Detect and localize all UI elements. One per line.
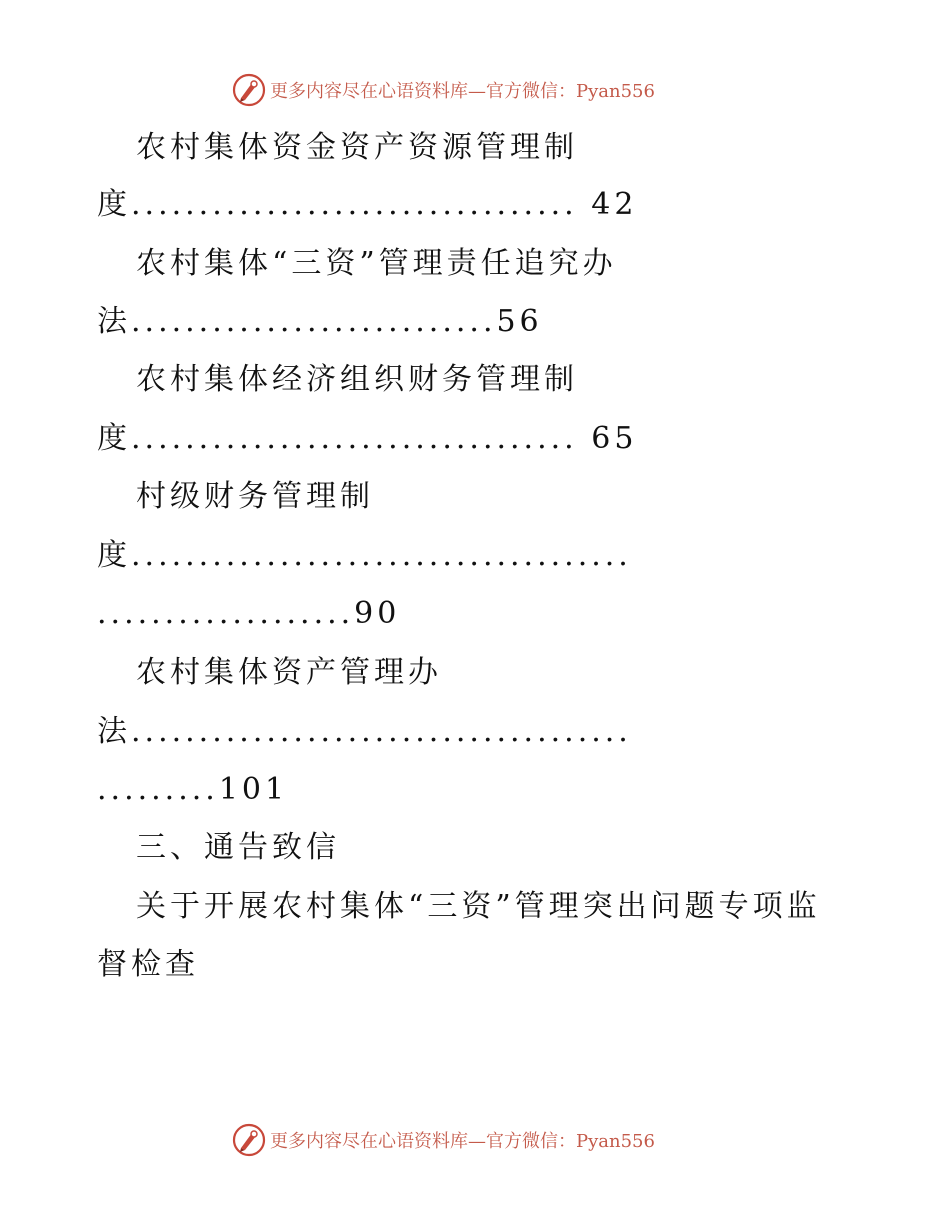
watermark-text: 更多内容尽在心语资料库—官方微信：Pyan556 (270, 81, 655, 102)
pen-logo-icon (232, 73, 266, 107)
toc-entry-5-title: 农村集体资产管理办 (136, 655, 442, 690)
toc-entry-6-title-cont: 督检查 (97, 947, 199, 982)
section-heading: 三、通告致信 (136, 830, 340, 865)
toc-entry-6-title: 关于开展农村集体“三资”管理突出问题专项监 (136, 889, 821, 924)
toc-entry-5-leader: 法..................................... (97, 714, 632, 749)
pen-logo-icon (232, 1123, 266, 1157)
toc-entry-4-title: 村级财务管理制 (136, 479, 374, 514)
toc-entry-1-leader: 度................................. 42 (97, 187, 638, 222)
toc-entry-3-leader: 度................................. 65 (97, 421, 638, 456)
toc-entry-3-title: 农村集体经济组织财务管理制 (136, 362, 578, 397)
toc-entry-4-leader-cont: ...................90 (97, 596, 401, 631)
toc-entry-4-leader: 度..................................... (97, 538, 632, 573)
watermark-text: 更多内容尽在心语资料库—官方微信：Pyan556 (270, 1131, 655, 1152)
toc-entry-2-title: 农村集体“三资”管理责任追究办 (136, 246, 617, 281)
watermark-footer (232, 1122, 655, 1158)
toc-entry-1-title: 农村集体资金资产资源管理制 (136, 130, 578, 165)
toc-entry-2-leader: 法...........................56 (97, 304, 543, 339)
toc-entry-5-leader-cont: .........101 (97, 772, 289, 807)
watermark-header (232, 72, 655, 108)
